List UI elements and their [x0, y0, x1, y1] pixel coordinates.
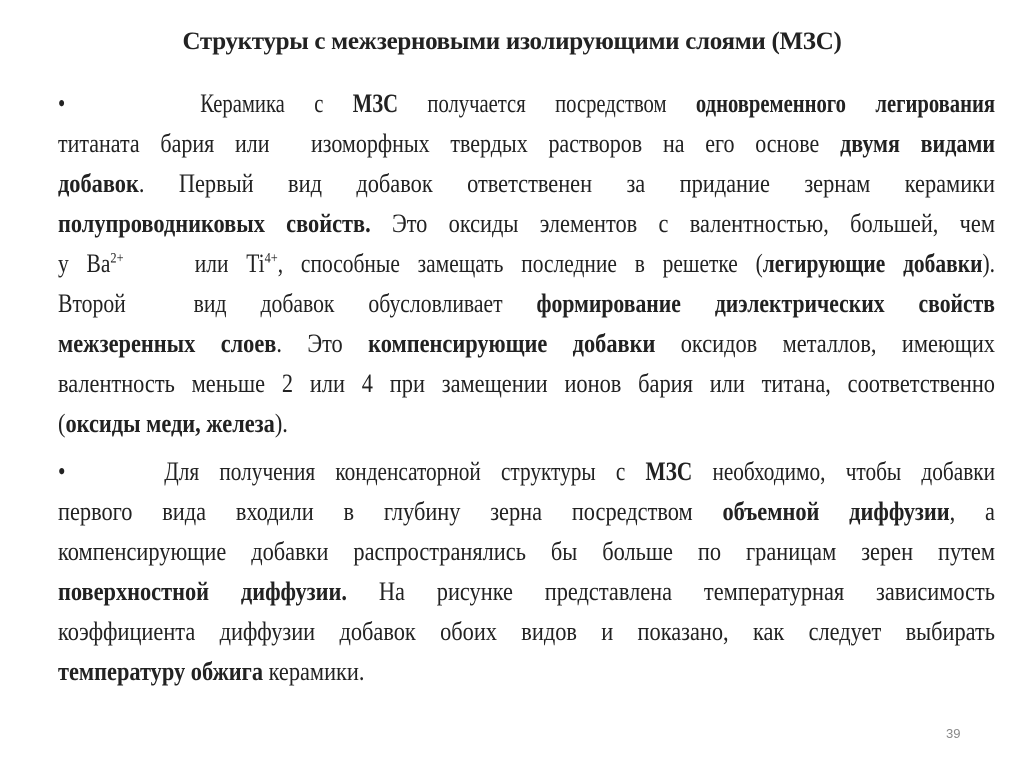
page-number: 39	[946, 726, 961, 741]
text-line	[58, 124, 995, 164]
superscript: 4+	[264, 250, 278, 267]
text-span: компенсирующие добавки распространялись бы больше по границам зерен путем	[58, 537, 995, 566]
text-span: керамики.	[263, 657, 365, 686]
text-line-content	[58, 204, 995, 244]
bold-text: легирующие добавки	[762, 249, 983, 278]
text-line	[58, 204, 995, 244]
text-span: На рисунке представлена температурная зависимость	[346, 577, 995, 606]
text-line-content	[58, 324, 995, 364]
text-line-content	[58, 452, 995, 492]
bullet-1: •	[58, 89, 66, 118]
text-span: получается посредством	[398, 89, 696, 118]
text-span: валентность меньше 2 или 4 при замещении ионов бария или титана, соответственно	[58, 369, 995, 398]
bold-text: МЗС	[645, 457, 693, 486]
text-span: ).	[982, 249, 995, 278]
text-line-content	[58, 532, 995, 572]
bold-text: МЗС	[352, 89, 399, 118]
bold-text: температуру обжига	[58, 657, 264, 686]
text-span: коэффициента диффузии добавок обоих видов и показано, как следует выбирать	[58, 617, 995, 646]
text-span: оксидов металлов, имеющих	[655, 329, 995, 358]
text-line-content	[58, 164, 995, 204]
text-line-content	[58, 124, 995, 164]
text-span: титаната бария или изоморфных твердых растворов на его основе	[58, 129, 841, 158]
bold-text: объемной диффузии	[722, 497, 950, 526]
text-line-content	[58, 84, 995, 124]
text-line	[58, 404, 995, 444]
bold-text: межзеренных слоев	[58, 329, 277, 358]
text-span: необходимо, чтобы добавки	[692, 457, 995, 486]
paragraph-1	[58, 84, 995, 444]
text-span: Для получения конденсаторной структуры с	[83, 457, 646, 486]
text-line	[58, 572, 995, 612]
text-line-content	[58, 364, 995, 404]
text-line	[58, 452, 995, 492]
text-span: ).	[274, 409, 288, 438]
text-line	[58, 492, 995, 532]
bullet-2: •	[58, 457, 66, 486]
text-line	[58, 84, 995, 124]
text-span: Керамика с	[82, 89, 353, 118]
text-span: , а	[949, 497, 995, 526]
bold-text: двумя видами	[840, 129, 995, 158]
text-line-content	[58, 284, 995, 324]
superscript: 2+	[110, 250, 124, 267]
text-span: у Ba	[58, 249, 111, 278]
paragraph-2	[58, 452, 995, 692]
bold-text: поверхностной диффузии.	[58, 577, 347, 606]
text-line	[58, 532, 995, 572]
text-span: , способные замещать последние в решетке (	[277, 249, 763, 278]
text-line-content	[58, 404, 288, 444]
text-span: или Ti	[123, 249, 265, 278]
text-line	[58, 284, 995, 324]
text-line	[58, 324, 995, 364]
text-span: Второй вид добавок обусловливает	[58, 289, 537, 318]
slide-title: Структуры с межзерновыми изолирующими слоями (МЗС)	[182, 28, 842, 55]
text-line-content	[58, 244, 995, 284]
text-line-content	[58, 612, 995, 652]
text-line-content	[58, 652, 364, 692]
bold-text: формирование диэлектрических свойств	[536, 289, 995, 318]
bold-text: добавок	[58, 169, 139, 198]
text-span: Это оксиды элементов с валентностью, большей, чем	[370, 209, 995, 238]
text-span: . Это	[276, 329, 369, 358]
bold-text: оксиды меди, железа	[65, 409, 275, 438]
text-line	[58, 164, 995, 204]
bold-text: одновременного легирования	[695, 89, 995, 118]
text-line	[58, 612, 995, 652]
bold-text: полупроводниковых свойств.	[58, 209, 371, 238]
text-line	[58, 244, 995, 284]
text-line-content	[58, 572, 995, 612]
text-span: первого вида входили в глубину зерна посредством	[58, 497, 723, 526]
text-line	[58, 364, 995, 404]
text-span: . Первый вид добавок ответственен за придание зернам керамики	[138, 169, 995, 198]
bold-text: компенсирующие добавки	[368, 329, 656, 358]
text-line-content	[58, 492, 995, 532]
text-span: (	[58, 409, 66, 438]
text-line	[58, 652, 995, 692]
